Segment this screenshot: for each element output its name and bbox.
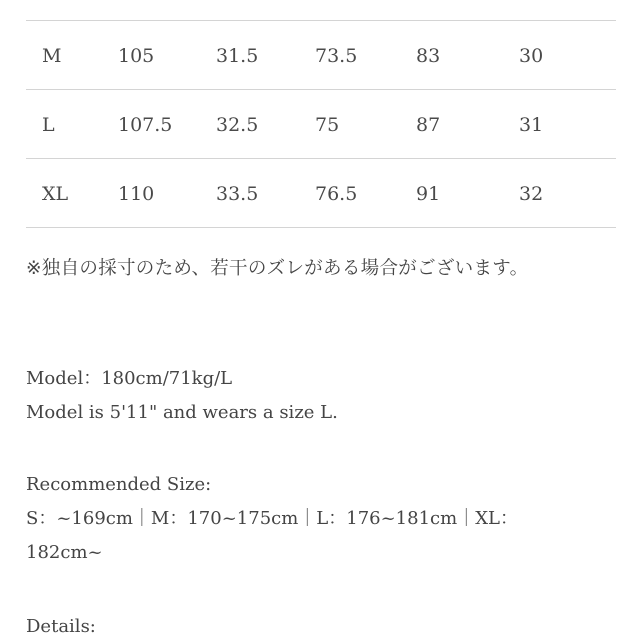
details-heading: Details: [26,616,96,637]
measurement-cell: 33.5 [216,183,259,205]
recommended-size [26,468,626,570]
model-info-jp: Model：180cm/71kg/L [26,368,233,389]
measurement-cell: 30 [519,45,544,67]
measurement-cell: 31.5 [216,45,259,67]
measurement-cell: 91 [416,183,441,205]
measurement-cell: 87 [416,114,441,136]
measurement-cell: 110 [118,183,155,205]
measurement-cell: 75 [315,114,340,136]
model-info [26,362,626,430]
measurement-cell: 83 [416,45,441,67]
size-label: XL [42,183,69,205]
recommended-size-title: Recommended Size: [26,474,212,495]
measurement-cell: 32 [519,183,544,205]
recommended-size-line1: S：~169cm｜M：170~175cm｜L：176~181cm｜XL： [26,508,518,529]
measurement-cell: 105 [118,45,155,67]
size-row-l [26,89,616,158]
measurement-cell: 76.5 [315,183,358,205]
measurement-cell: 31 [519,114,544,136]
measurement-note: ※独自の採寸のため、若干のズレがある場合がございます。 [26,258,529,279]
model-info-en: Model is 5'11" and wears a size L. [26,402,338,423]
measurement-cell: 73.5 [315,45,358,67]
size-row-m [26,20,616,89]
size-label: M [42,45,62,67]
size-row-xl [26,158,616,228]
measurement-cell: 32.5 [216,114,259,136]
size-label: L [42,114,55,136]
size-table [26,20,616,228]
recommended-size-line2: 182cm~ [26,542,103,563]
measurement-cell: 107.5 [118,114,173,136]
